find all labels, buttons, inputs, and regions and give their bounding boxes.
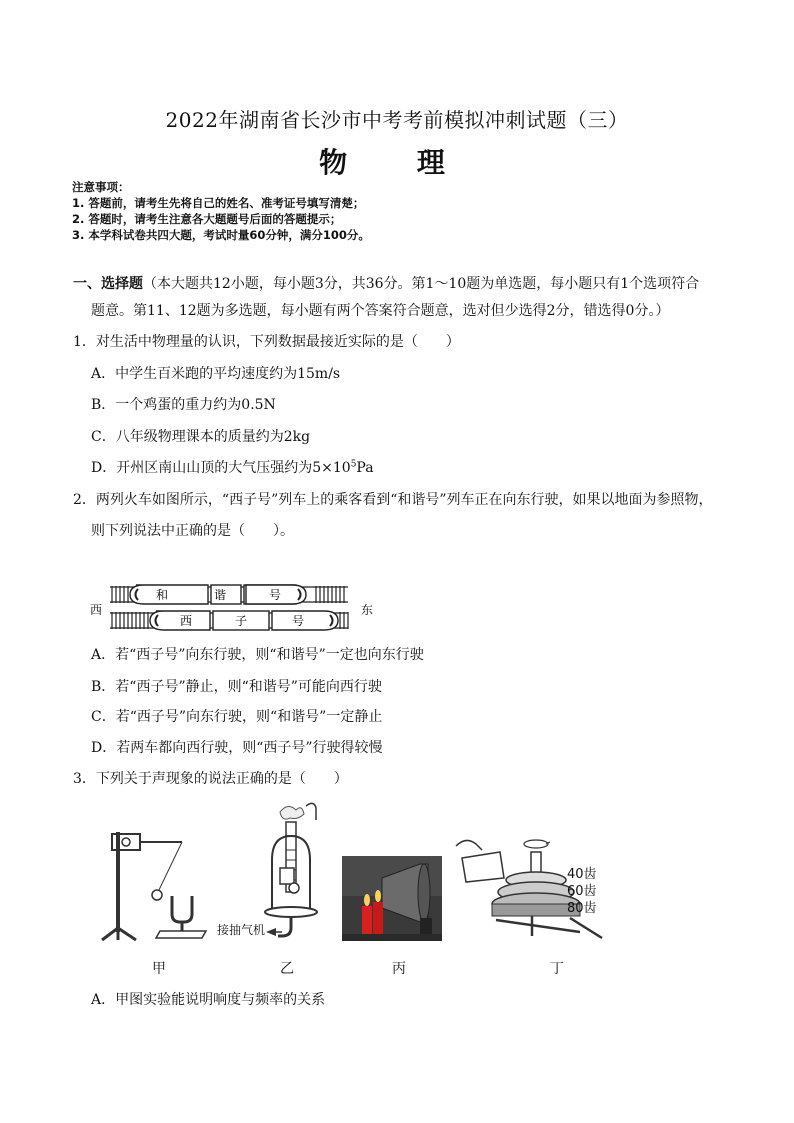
subject-title: 物 理 <box>319 146 475 179</box>
q2-option-b: B．若“西子号”静止，则“和谐号”可能向西行驶 <box>91 679 382 695</box>
bottom-train-char-1: 西 <box>179 614 193 628</box>
bottom-train-char-3: 号 <box>291 614 305 628</box>
top-train-char-3: 号 <box>268 588 282 602</box>
top-train-char-1: 和 <box>155 588 169 602</box>
q2-option-a: A．若“西子号”向东行驶，则“和谐号”一定也向东行驶 <box>91 647 424 663</box>
figure-label-bing: 丙 <box>392 961 406 977</box>
page-title: 2022年湖南省长沙市中考考前模拟冲刺试题（三） <box>165 108 629 132</box>
question-3-stem: 3．下列关于声现象的说法正确的是（ ） <box>73 771 348 787</box>
section-desc: （本大题共12小题，每小题3分，共36分。第1～10题为单选题，每小题只有1个选项符合 <box>143 276 700 292</box>
question-2-stem-2: 则下列说法中正确的是（ ）。 <box>91 523 294 539</box>
section-heading <box>73 269 699 300</box>
section-desc-2: 题意。第11、12题为多选题，每小题有两个答案符合题意，选对但少选得2分，错选得0分。） <box>91 303 670 319</box>
question-1-stem: 1．对生活中物理量的认识，下列数据最接近实际的是（ ） <box>73 334 460 350</box>
gear-label-60: 60齿 <box>567 884 597 899</box>
q1-option-d-unit: Pa <box>356 460 374 476</box>
top-train-car-front <box>130 585 208 604</box>
figure-label-ding: 丁 <box>550 961 564 977</box>
figure-label-jia: 甲 <box>152 961 166 977</box>
west-label: 西 <box>90 603 103 617</box>
question-2-stem: 2．两列火车如图所示，“西子号”列车上的乘客看到“和谐号”列车正在向东行驶，如果以地面为参照物， <box>73 492 713 508</box>
figure-bing-speaker-candles <box>342 856 442 941</box>
figure-label-yi: 乙 <box>280 961 294 977</box>
notes-item: 1. 答题前，请考生先将自己的姓名、准考证号填写清楚； <box>72 196 365 210</box>
q1-option-b: B．一个鸡蛋的重力约为0.5N <box>91 397 276 413</box>
q1-option-d-text: D．开州区南山山顶的大气压强约为5×10 <box>91 460 351 476</box>
q1-option-a: A．中学生百米跑的平均速度约为15m/s <box>91 366 341 382</box>
section-label: 一、选择题 <box>73 276 143 292</box>
notes-heading: 注意事项： <box>72 180 130 194</box>
bottom-train-car-rear <box>272 611 338 630</box>
q1-option-d <box>91 457 374 477</box>
notes-item: 2. 答题时，请考生注意各大题题号后面的答题提示； <box>72 212 342 226</box>
notes-block <box>72 179 370 243</box>
q2-option-d: D．若两车都向西行驶，则“西子号”行驶得较慢 <box>91 740 383 756</box>
bottom-train-char-2: 子 <box>234 614 248 628</box>
q1-option-c: C．八年级物理课本的质量约为2kg <box>91 429 311 445</box>
q3-option-a: A．甲图实验能说明响度与频率的关系 <box>91 992 326 1008</box>
train-figure <box>86 578 386 638</box>
gear-label-80: 80齿 <box>567 901 597 916</box>
q2-option-c: C．若“西子号”向东行驶，则“和谐号”一定静止 <box>91 709 383 725</box>
gear-label-40: 40齿 <box>567 867 597 882</box>
pump-label: 接抽气机 <box>217 923 266 937</box>
pump-arrow-icon <box>266 928 282 936</box>
notes-item: 3. 本学科试卷共四大题，考试时量60分钟，满分100分。 <box>72 228 370 242</box>
top-train-char-2: 谐 <box>213 588 227 602</box>
east-label: 东 <box>361 603 374 617</box>
figure-jia-tuning-fork <box>96 828 226 943</box>
q1-option-d-exponent: 5 <box>350 459 357 470</box>
